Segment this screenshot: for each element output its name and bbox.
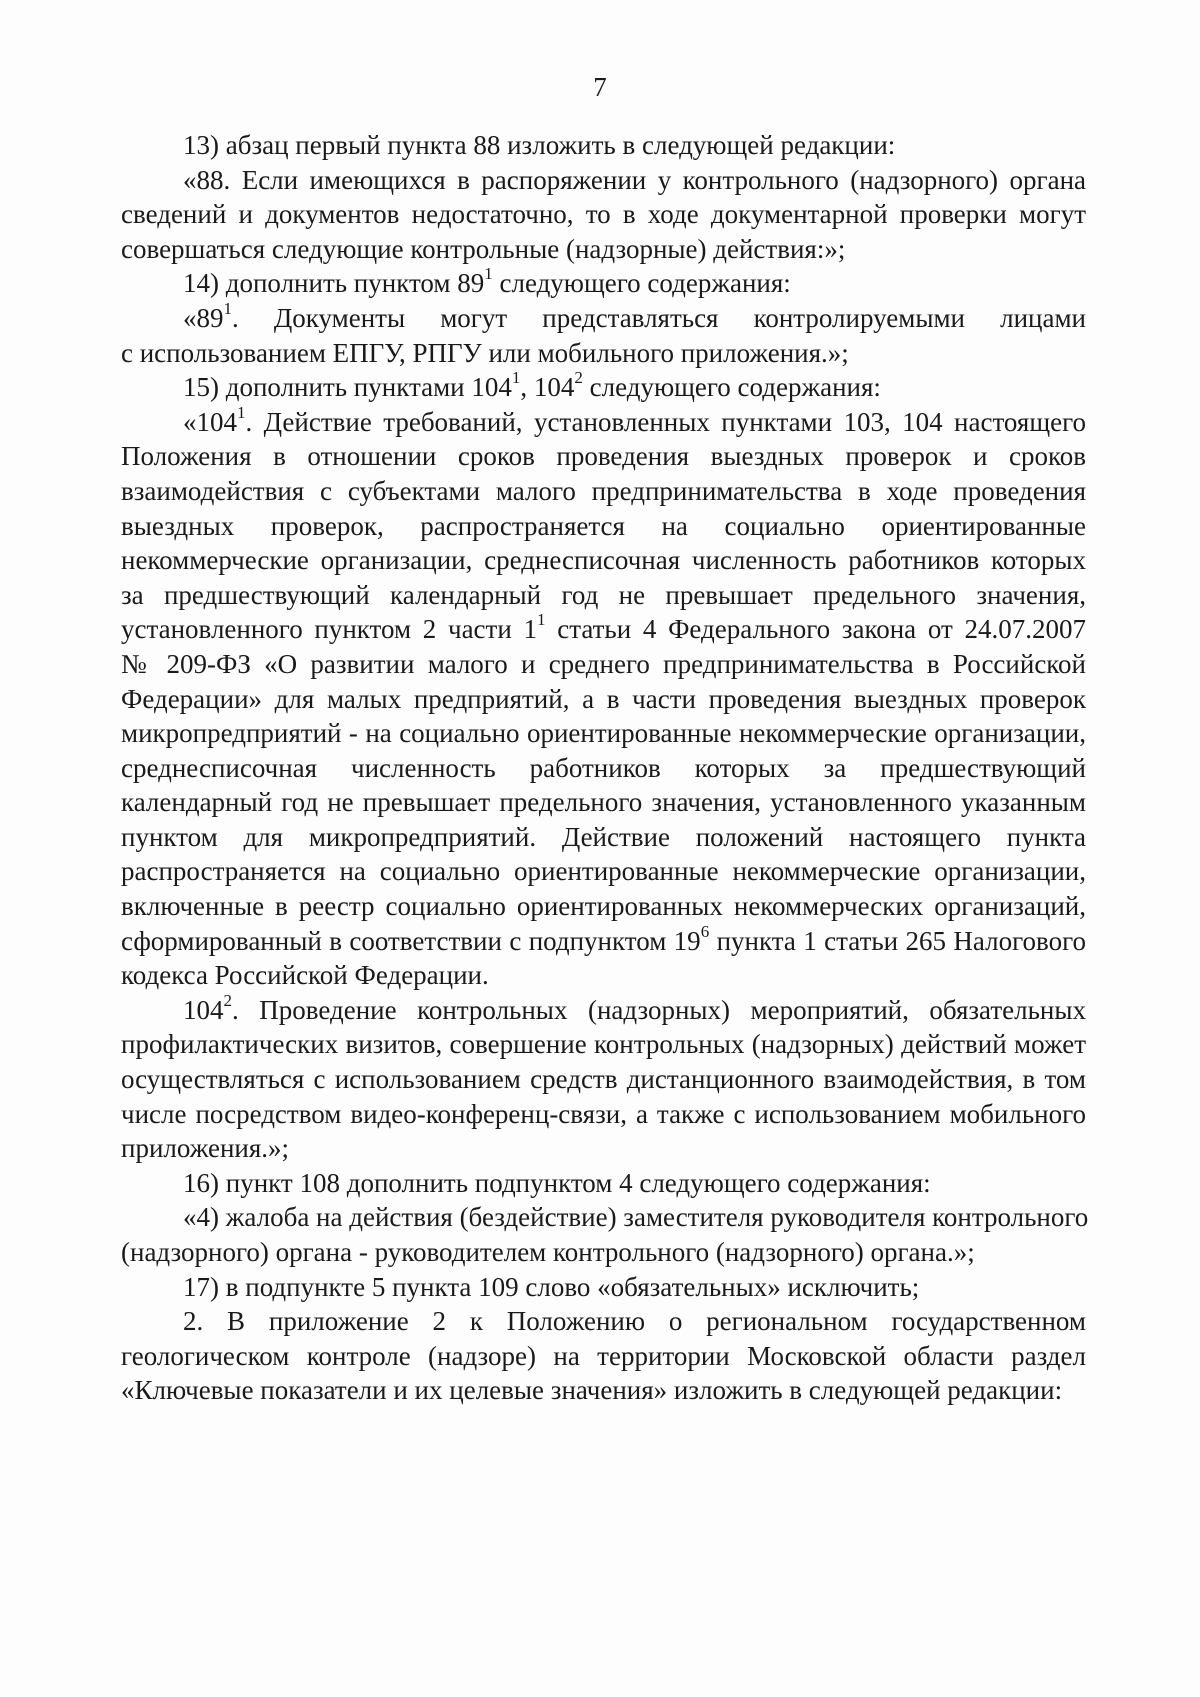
text-line: геологическом контроле (надзоре) на территории Московской области раздел	[121, 1340, 1086, 1371]
text-line: 2. В приложение 2 к Положению о региональном государственном	[183, 1306, 1086, 1337]
superscript: 2	[223, 990, 232, 1010]
text-line: сведений и документов недостаточно, то в ходе документарной проверки могут	[121, 199, 1086, 230]
superscript: 1	[237, 402, 246, 422]
text-line: кодекса Российской Федерации.	[121, 960, 489, 991]
text-line: «4) жалоба на действия (бездействие) заместителя руководителя контрольного	[183, 1202, 1089, 1233]
text-line: № 209-ФЗ «О развитии малого и среднего предпринимательства в Российской	[121, 648, 1086, 679]
superscript: 1	[537, 610, 546, 630]
text-line: за предшествующий календарный год не превышает предельного значения,	[121, 579, 1086, 610]
text-line: 16) пункт 108 дополнить подпунктом 4 следующего содержания:	[183, 1167, 931, 1198]
document-body	[121, 128, 1089, 1408]
text-line: календарный год не превышает предельного значения, установленного указанным	[121, 787, 1086, 818]
text-line: Положения в отношении сроков проведения выездных проверок и сроков	[121, 441, 1086, 472]
text-line: 17) в подпункте 5 пункта 109 слово «обязательных» исключить;	[183, 1271, 920, 1302]
text-line: среднесписочная численность работников которых за предшествующий	[121, 752, 1086, 783]
text-line: (надзорного) органа - руководителем контрольного (надзорного) органа.»;	[121, 1237, 975, 1267]
text-line: $104^2$. Проведение контрольных (надзорных) мероприятий, обязательных	[183, 990, 1086, 1025]
text-line: микропредприятий - на социально ориентированные некоммерческие организации,	[121, 718, 1086, 749]
text-line: 13) абзац первый пункта 88 изложить в следующей редакции:	[183, 130, 896, 160]
text-line: некоммерческие организации, среднесписочная численность работников которых	[121, 545, 1086, 576]
text-line: приложения.»;	[121, 1133, 290, 1164]
text-line: пунктом для микропредприятий. Действие положений настоящего пункта	[121, 821, 1086, 852]
text-line: «$104^1$. Действие требований, установленных пунктами 103, 104 настоящего	[183, 402, 1086, 437]
text-line: Федерации» для малых предприятий, а в части проведения выездных проверок	[121, 683, 1086, 714]
text-line: осуществляться с использованием средств дистанционного взаимодействия, в том	[121, 1064, 1086, 1095]
text-line: распространяется на социально ориентированные некоммерческие организации,	[121, 856, 1086, 887]
text-line: «$89^1$. Документы могут представляться контролируемыми лицами	[183, 298, 1086, 333]
text-line: выездных проверок, распространяется на социально ориентированные	[121, 510, 1086, 541]
text-line: сформированный в соответствии с подпунктом $19^6$ пункта 1 статьи 265 Налогового	[121, 921, 1086, 956]
text-line: 14) дополнить пунктом $89^1$ следующего содержания:	[183, 264, 791, 299]
text-line: взаимодействия с субъектами малого предпринимательства в ходе проведения	[121, 475, 1086, 506]
superscript: 1	[484, 264, 493, 284]
text-line: «88. Если имеющихся в распоряжении у контрольного (надзорного) органа	[183, 164, 1086, 195]
text-line: 15) дополнить пунктами $104^1$, $104^2$ следующего содержания:	[183, 368, 881, 403]
text-line: профилактических визитов, совершение контрольных (надзорных) действий может	[121, 1029, 1086, 1060]
page-number: 7	[593, 72, 607, 102]
text-line: включенные в реестр социально ориентированных некоммерческих организаций,	[121, 891, 1086, 922]
superscript: 6	[700, 921, 710, 941]
text-line: с использованием ЕПГУ, РПГУ или мобильного приложения.»;	[121, 337, 849, 368]
superscript: 1	[223, 298, 232, 318]
superscript: 2	[574, 368, 583, 388]
superscript: 1	[511, 368, 521, 388]
text-line: совершаться следующие контрольные (надзорные) действия:»;	[121, 233, 846, 264]
text-line: числе посредством видео-конференц-связи, а также с использованием мобильного	[121, 1098, 1086, 1129]
text-line: установленного пунктом 2 части $1^1$ статьи 4 Федерального закона от 24.07.2007	[121, 610, 1087, 645]
text-line: «Ключевые показатели и их целевые значения» изложить в следующей редакции:	[121, 1375, 1063, 1406]
